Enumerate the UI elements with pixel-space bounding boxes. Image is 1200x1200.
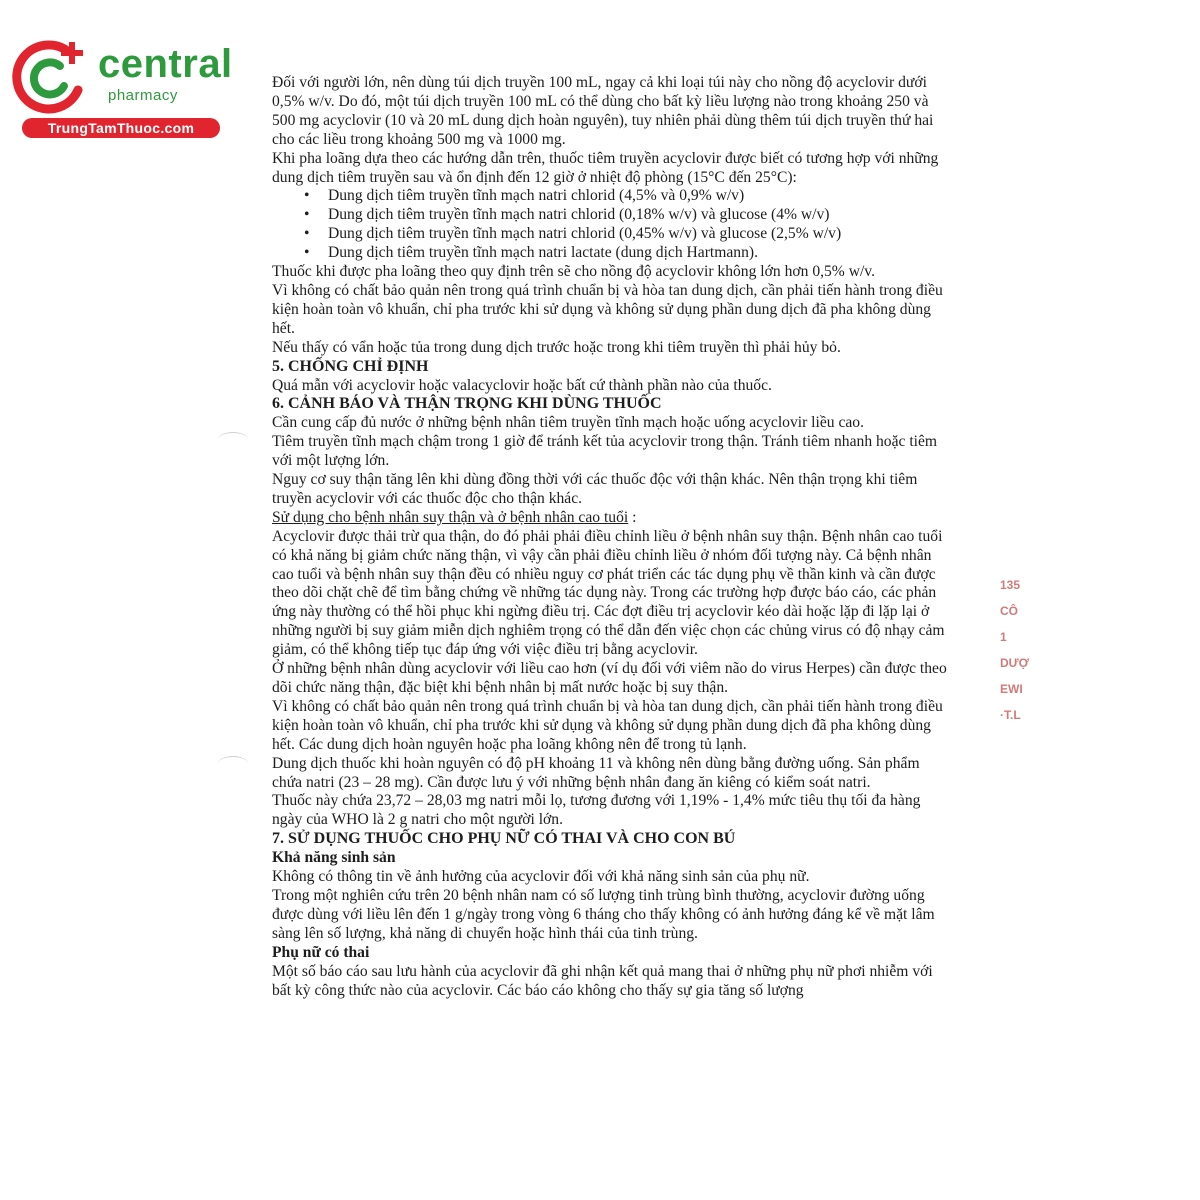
section-heading-pregnancy: 7. SỬ DỤNG THUỐC CHO PHỤ NỮ CÓ THAI VÀ CHO CON BÚ xyxy=(272,830,736,848)
subheading-pregnant-women: Phụ nữ có thai xyxy=(272,943,370,961)
paragraph: Quá mẫn với acyclovir hoặc valacyclovir hoặc bất cứ thành phần nào của thuốc. xyxy=(272,376,772,394)
paragraph: Vì không có chất bảo quản nên trong quá trình chuẩn bị và hòa tan dung dịch, cần phải tiến hành trong điều kiện hoàn toàn vô khuẩn, chỉ pha trước khi sử dụng và không sử dụng phần dung dịch đã pha không dùng hết. xyxy=(272,281,943,337)
partial-stamp xyxy=(1000,572,1030,722)
paragraph: Nguy cơ suy thận tăng lên khi dùng đồng thời với các thuốc độc với thận khác. Nên thận trọng khi tiêm truyền acyclovir với các thuốc độc cho thận khác. xyxy=(272,471,918,507)
document-body xyxy=(272,74,952,1000)
stamp-text: DƯỢ xyxy=(1000,656,1029,670)
list-item: • Dung dịch tiêm truyền tĩnh mạch natri chlorid (0,18% w/v) và glucose (4% w/v) xyxy=(328,206,952,225)
brand-url-badge: TrungTamThuoc.com xyxy=(22,118,220,138)
list-item: • Dung dịch tiêm truyền tĩnh mạch natri chlorid (0,45% w/v) và glucose (2,5% w/v) xyxy=(328,225,952,244)
paragraph: Trong một nghiên cứu trên 20 bệnh nhân nam có số lượng tinh trùng bình thường, acyclovir đường uống được dùng với liều lên đến 1 g/ngày trong vòng 6 tháng cho thấy không có ảnh hưởng đáng kể về mặt lâm sàng lên số lượng, khả năng di chuyển hoặc hình thái của tinh trùng. xyxy=(272,886,935,942)
paragraph: Cần cung cấp đủ nước ở những bệnh nhân tiêm truyền tĩnh mạch hoặc uống acyclovir liều cao. xyxy=(272,414,864,432)
paragraph: Nếu thấy có vẩn hoặc tủa trong dung dịch trước hoặc trong khi tiêm truyền thì phải hủy bỏ. xyxy=(272,338,841,356)
central-pharmacy-emblem-icon xyxy=(12,38,98,118)
paragraph: Khi pha loãng dựa theo các hướng dẫn trên, thuốc tiêm truyền acyclovir được biết có tương hợp với những dung dịch tiêm truyền sau và ổn định đến 12 giờ ở nhiệt độ phòng (15°C đến 25°C): xyxy=(272,149,939,186)
punch-hole-mark xyxy=(218,756,248,771)
punch-hole-mark xyxy=(218,432,248,447)
paragraph: Thuốc này chứa 23,72 – 28,03 mg natri mỗi lọ, tương đương với 1,19% - 1,4% mức tiêu thụ tối đa hàng ngày của WHO là 2 g natri cho một người lớn. xyxy=(272,792,921,829)
stamp-text: ·T.L xyxy=(1000,708,1021,722)
subheading-fertility: Khả năng sinh sản xyxy=(272,849,396,867)
paragraph: Vì không có chất bảo quản nên trong quá trình chuẩn bị và hòa tan dung dịch, cần phải tiến hành trong điều kiện hoàn toàn vô khuẩn, chỉ pha trước khi sử dụng và không sử dụng phần dung dịch đã pha không dùng hết. Các dung dịch hoàn nguyên hoặc pha loãng không nên để trong tủ lạnh. xyxy=(272,697,943,753)
list-item: • Dung dịch tiêm truyền tĩnh mạch natri lactate (dung dịch Hartmann). xyxy=(328,244,952,263)
subheading-colon: : xyxy=(628,508,637,526)
brand-name: central xyxy=(98,42,233,86)
paragraph: Không có thông tin về ảnh hưởng của acyclovir đối với khả năng sinh sản của phụ nữ. xyxy=(272,868,810,886)
central-pharmacy-logo xyxy=(12,38,233,138)
brand-subtitle: pharmacy xyxy=(108,87,178,104)
underlined-subheading: Sử dụng cho bệnh nhân suy thận và ở bệnh nhân cao tuổi xyxy=(272,508,629,526)
section-heading-contraindications: 5. CHỐNG CHỈ ĐỊNH xyxy=(272,357,429,375)
paragraph: Dung dịch thuốc khi hoàn nguyên có độ pH khoảng 11 và không nên dùng bằng đường uống. Sản phẩm chứa natri (23 – 28 mg). Cần được lưu ý với những bệnh nhân đang ăn kiêng có kiểm soát natri. xyxy=(272,754,920,791)
subheading-renal-elderly xyxy=(272,509,952,528)
paragraph: Acyclovir được thải trừ qua thận, do đó phải phải điều chỉnh liều ở bệnh nhân suy thận. Bệnh nhân cao tuổi có khả năng bị giảm chức năng thận, vì vậy cần phải điều chỉnh liều ở nhóm đối tượng này. Cả bệnh nhân cao tuổi và bệnh nhân suy thận đều có nhiều nguy cơ phát triển các tác dụng phụ về thần kinh và cần được theo dõi chặt chẽ để tìm bằng chứng về những tác dụng này. Trong các trường hợp được báo cáo, các phản ứng này thường có thể hồi phục khi ngừng điều trị. Các đợt điều trị acyclovir kéo dài hoặc lặp đi lặp lại ở những người bị suy giảm miễn dịch nghiêm trọng có thể dẫn đến việc chọn các chủng virus có độ nhạy cảm giảm, có thể không tiếp tục đáp ứng với việc điều trị bằng acyclovir. xyxy=(272,527,945,659)
paragraph: Đối với người lớn, nên dùng túi dịch truyền 100 mL, ngay cả khi loại túi này cho nồng độ acyclovir dưới 0,5% w/v. Do đó, một túi dịch truyền 100 mL có thể dùng cho bất kỳ liều lượng nào trong khoảng 250 và 500 mg acyclovir (10 và 20 mL dung dịch hoàn nguyên), tuy nhiên phải dùng thêm túi dịch truyền thứ hai cho các liều trong khoảng 500 mg và 1000 mg. xyxy=(272,74,934,148)
paragraph: Ở những bệnh nhân dùng acyclovir với liều cao hơn (ví dụ đối với viêm não do virus Herpes) cần được theo dõi chức năng thận, đặc biệt khi bệnh nhân bị mất nước hoặc bị suy thận. xyxy=(272,660,947,696)
paragraph: Một số báo cáo sau lưu hành của acyclovir đã ghi nhận kết quả mang thai ở những phụ nữ phơi nhiễm với bất kỳ công thức nào của acyclovir. Các báo cáo không cho thấy sự gia tăng số lượng xyxy=(272,962,933,999)
stamp-text: 135 xyxy=(1000,578,1021,592)
compatibility-list xyxy=(272,187,952,263)
paragraph: Tiêm truyền tĩnh mạch chậm trong 1 giờ để tránh kết tủa acyclovir trong thận. Tránh tiêm nhanh hoặc tiêm với một lượng lớn. xyxy=(272,433,938,470)
stamp-text: EWI xyxy=(1000,682,1023,696)
paragraph: Thuốc khi được pha loãng theo quy định trên sẽ cho nồng độ acyclovir không lớn hơn 0,5% w/v. xyxy=(272,263,875,281)
section-heading-warnings: 6. CẢNH BÁO VÀ THẬN TRỌNG KHI DÙNG THUỐC xyxy=(272,395,662,413)
list-item: • Dung dịch tiêm truyền tĩnh mạch natri chlorid (4,5% và 0,9% w/v) xyxy=(328,187,952,206)
stamp-text: CÔ xyxy=(1000,604,1018,618)
stamp-text: 1 xyxy=(1000,630,1007,644)
